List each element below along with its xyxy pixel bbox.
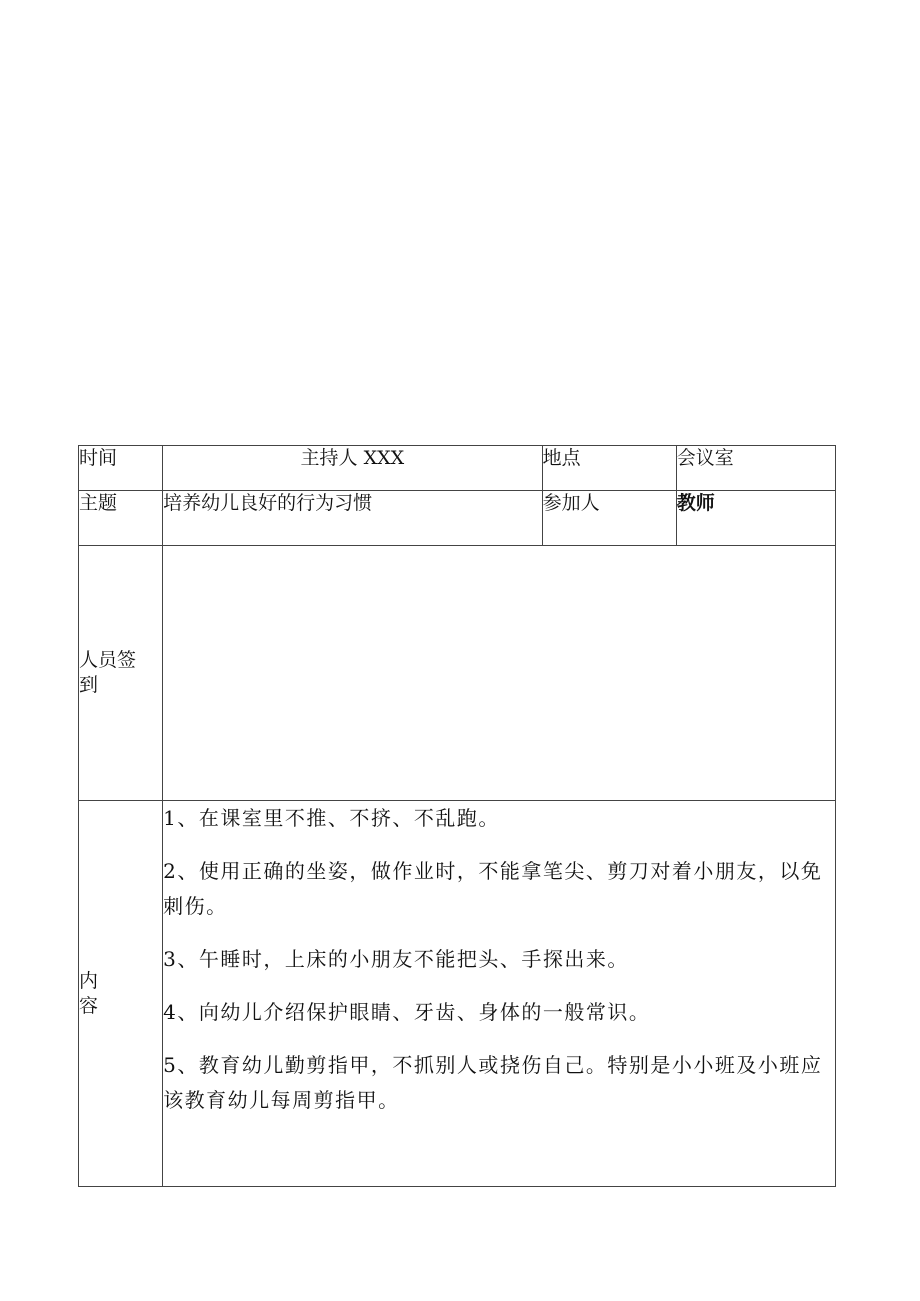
content-item: 4、向幼儿介绍保护眼睛、牙齿、身体的一般常识。 (163, 1000, 651, 1024)
topic-row (79, 491, 836, 546)
content-item: 2、使用正确的坐姿，做作业时，不能拿笔尖、剪刀对着小朋友，以免刺伤。 (163, 859, 823, 918)
sign-in-label-line1: 人员签 (79, 649, 137, 672)
sign-in-label-line2: 到 (79, 674, 99, 696)
topic-value: 培养幼儿良好的行为习惯 (163, 491, 543, 546)
content-label-line2: 容 (79, 994, 99, 1017)
content-body (163, 801, 836, 1187)
participants-label: 参加人 (542, 491, 676, 546)
content-label-line1: 内 (79, 969, 99, 992)
host-field: 主持人 XXX (163, 446, 543, 491)
content-item: 3、午睡时，上床的小朋友不能把头、手探出来。 (163, 947, 629, 971)
meeting-record-table (78, 445, 836, 1187)
sign-in-area (163, 546, 836, 801)
location-label: 地点 (542, 446, 676, 491)
sign-in-label (79, 546, 163, 801)
time-label: 时间 (79, 446, 163, 491)
content-label (79, 801, 163, 1187)
sign-in-row (79, 546, 836, 801)
location-value: 会议室 (676, 446, 835, 491)
content-item: 5、教育幼儿勤剪指甲，不抓别人或挠伤自己。特别是小小班及小班应该教育幼儿每周剪指甲。 (163, 1053, 823, 1112)
topic-label: 主题 (79, 491, 163, 546)
content-row (79, 801, 836, 1187)
header-row (79, 446, 836, 491)
content-item: 1、在课室里不推、不挤、不乱跑。 (163, 806, 500, 830)
participants-value: 教师 (676, 491, 835, 546)
